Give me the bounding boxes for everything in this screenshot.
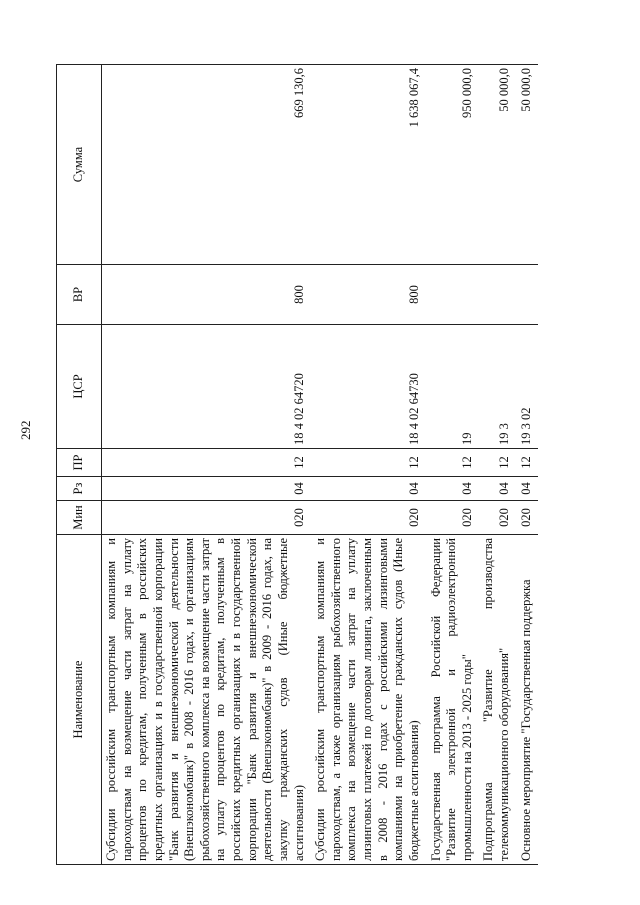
header-sum: Сумма xyxy=(57,65,102,265)
row-csr: 18 4 02 64720 xyxy=(102,325,312,449)
header-vr: ВР xyxy=(57,265,102,325)
row-sum: 50 000,0 xyxy=(479,65,516,265)
row-vr xyxy=(479,265,516,325)
row-csr: 19 3 02 xyxy=(517,325,539,449)
row-csr: 19 xyxy=(427,325,480,449)
table-row xyxy=(479,65,516,865)
row-pr: 12 xyxy=(311,449,426,477)
row-min: 020 xyxy=(427,501,480,535)
budget-table xyxy=(56,64,538,865)
row-name: Субсидии российским транспортным компаниям и пароходствам на возмещение части затрат на уплату процентов по кредитам, полученным в российских кредитных организациях и в государственной корпорации "Банк развития и внешнеэкономической деятельности (Внешэкономбанк)" в 2008 - 2016 годах, и организациям рыбохозяйственного комплекса на возмещение части затрат на уплату процентов по кредитам, полученным в российских кредитных организациях и в государственной корпорации "Банк развития и внешнеэкономической деятельности (Внешэкономбанк)" в 2009 - 2016 годах, на закупку гражданских судов (Иные бюджетные ассигнования) xyxy=(102,535,312,865)
row-min: 020 xyxy=(517,501,539,535)
row-name: Государственная программа Российской Федерации "Развитие электронной и радиоэлектронной промышленности на 2013 - 2025 годы" xyxy=(427,535,480,865)
table-header-row xyxy=(57,65,102,865)
row-vr xyxy=(517,265,539,325)
page-number: 292 xyxy=(18,420,33,440)
row-rz: 04 xyxy=(427,477,480,501)
row-rz: 04 xyxy=(311,477,426,501)
table-row xyxy=(102,65,312,865)
header-name: Наименование xyxy=(57,535,102,865)
header-rz: Рз xyxy=(57,477,102,501)
row-pr: 12 xyxy=(479,449,516,477)
row-vr: 800 xyxy=(311,265,426,325)
header-min: Мин xyxy=(57,501,102,535)
row-rz: 04 xyxy=(102,477,312,501)
row-name: Субсидии российским транспортным компаниям и пароходствам, а также организациям рыбохозяйственного комплекса на возмещение части затрат на уплату лизинговых платежей по договорам лизинга, заключенным в 2008 - 2016 годах с российскими лизинговыми компаниями на приобретение гражданских судов (Иные бюджетные ассигнования) xyxy=(311,535,426,865)
row-rz: 04 xyxy=(479,477,516,501)
row-name: Основное мероприятие "Государственная поддержка xyxy=(517,535,539,865)
row-vr: 800 xyxy=(102,265,312,325)
row-pr: 12 xyxy=(102,449,312,477)
row-sum: 50 000,0 xyxy=(517,65,539,265)
row-pr: 12 xyxy=(427,449,480,477)
row-sum: 669 130,6 xyxy=(102,65,312,265)
row-vr xyxy=(427,265,480,325)
row-min: 020 xyxy=(102,501,312,535)
table-row xyxy=(517,65,539,865)
header-csr: ЦСР xyxy=(57,325,102,449)
row-sum: 950 000,0 xyxy=(427,65,480,265)
rotated-page xyxy=(56,65,596,865)
row-pr: 12 xyxy=(517,449,539,477)
table-row xyxy=(427,65,480,865)
row-csr: 18 4 02 64730 xyxy=(311,325,426,449)
row-csr: 19 3 xyxy=(479,325,516,449)
row-sum: 1 638 067,4 xyxy=(311,65,426,265)
header-pr: ПР xyxy=(57,449,102,477)
table-row xyxy=(311,65,426,865)
row-rz: 04 xyxy=(517,477,539,501)
row-min: 020 xyxy=(479,501,516,535)
row-min: 020 xyxy=(311,501,426,535)
row-name: Подпрограмма "Развитие производства телекоммуникационного оборудования" xyxy=(479,535,516,865)
